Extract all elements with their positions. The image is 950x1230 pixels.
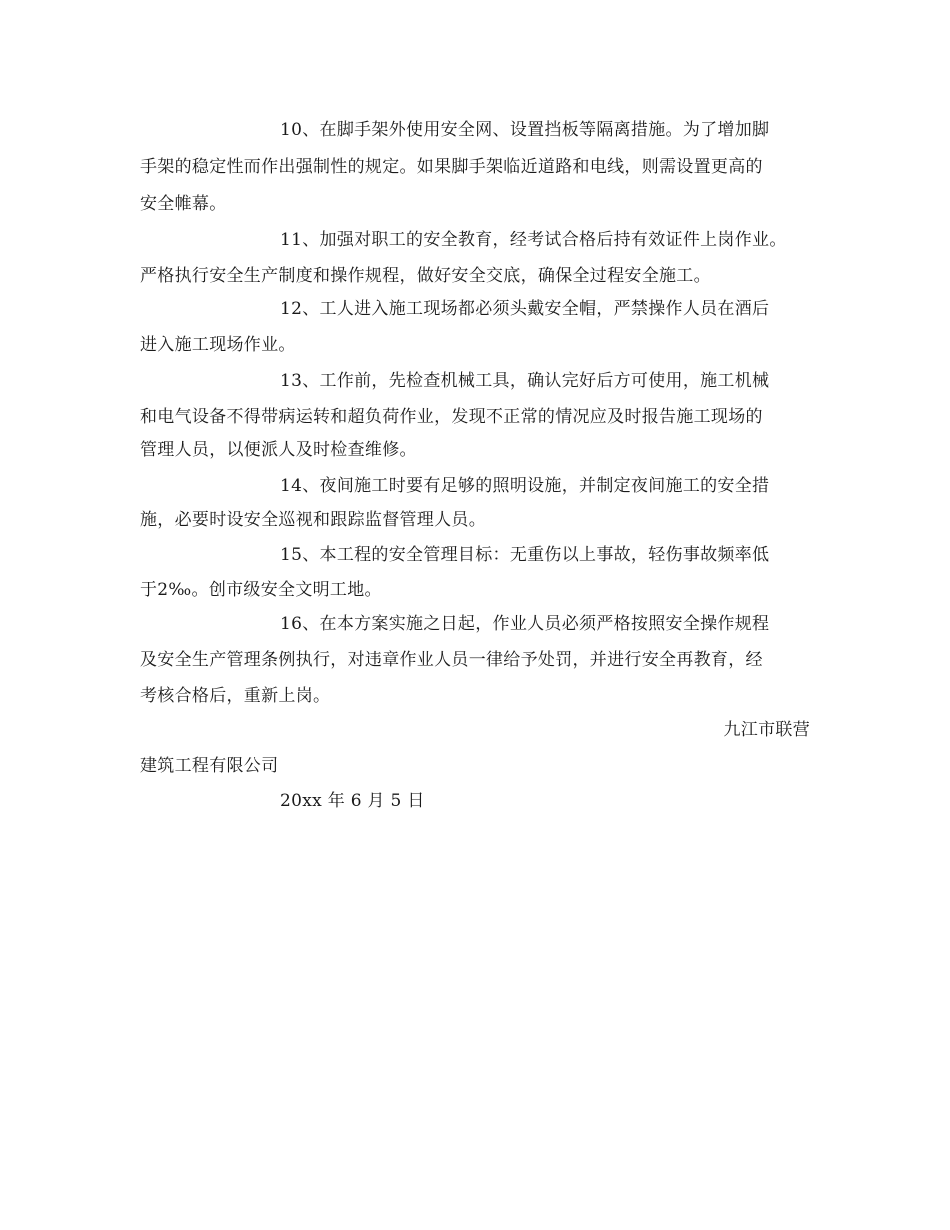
signature-company-part2: 建筑工程有限公司 <box>140 756 279 776</box>
clause-12-line-1: 12、工人进入施工现场都必须头戴安全帽，严禁操作人员在酒后 <box>280 299 770 319</box>
clause-11-line-2: 严格执行安全生产制度和操作规程，做好安全交底，确保全过程安全施工。 <box>140 266 711 286</box>
clause-15-line-1: 15、本工程的安全管理目标：无重伤以上事故，轻伤事故频率低 <box>280 545 770 565</box>
signature-company-part1: 九江市联营 <box>723 720 810 740</box>
clause-10-line-2: 手架的稳定性而作出强制性的规定。如果脚手架临近道路和电线，则需设置更高的 <box>140 157 763 177</box>
signature-date: 20xx 年 6 月 5 日 <box>280 791 425 811</box>
clause-11-line-1: 11、加强对职工的安全教育，经考试合格后持有效证件上岗作业。 <box>280 230 787 250</box>
clause-15-line-2: 于2‰。创市级安全文明工地。 <box>140 580 382 600</box>
clause-16-line-3: 考核合格后，重新上岗。 <box>140 686 331 706</box>
clause-16-line-2: 及安全生产管理条例执行，对违章作业人员一律给予处罚，并进行安全再教育，经 <box>140 650 763 670</box>
clause-13-line-1: 13、工作前，先检查机械工具，确认完好后方可使用，施工机械 <box>280 371 770 391</box>
clause-16-line-1: 16、在本方案实施之日起，作业人员必须严格按照安全操作规程 <box>280 614 770 634</box>
clause-13-line-3: 管理人员，以便派人及时检查维修。 <box>140 440 417 460</box>
clause-10-line-1: 10、在脚手架外使用安全网、设置挡板等隔离措施。为了增加脚 <box>280 120 770 140</box>
clause-10-line-3: 安全帷幕。 <box>140 194 227 214</box>
clause-12-line-2: 进入施工现场作业。 <box>140 335 296 355</box>
clause-14-line-2: 施，必要时设安全巡视和跟踪监督管理人员。 <box>140 510 486 530</box>
clause-13-line-2: 和电气设备不得带病运转和超负荷作业，发现不正常的情况应及时报告施工现场的 <box>140 407 763 427</box>
clause-14-line-1: 14、夜间施工时要有足够的照明设施，并制定夜间施工的安全措 <box>280 476 770 496</box>
